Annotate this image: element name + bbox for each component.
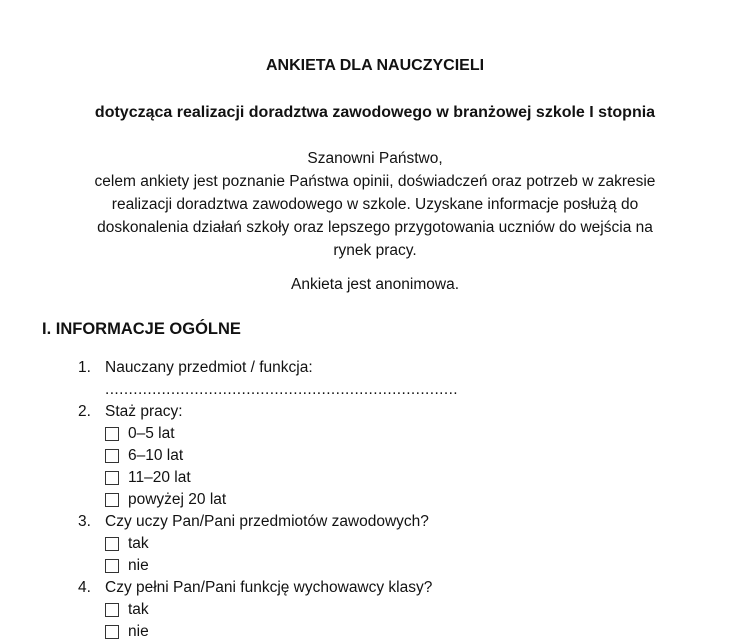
question-line (78, 401, 710, 423)
checkbox-option[interactable] (105, 489, 710, 511)
intro-paragraph (40, 147, 710, 262)
checkbox-option[interactable] (105, 555, 710, 577)
intro-line: celem ankiety jest poznanie Państwa opinii, doświadczeń oraz potrzeb w zakresie (94, 173, 656, 190)
question-line (78, 511, 710, 533)
question-line (78, 577, 710, 599)
question-item (78, 401, 710, 511)
question-text: Czy uczy Pan/Pani przedmiotów zawodowych? (105, 513, 429, 530)
checkbox-option[interactable] (105, 599, 710, 621)
section-heading: I. INFORMACJE OGÓLNE (42, 320, 241, 338)
checkbox-icon[interactable] (105, 471, 119, 485)
question-text: Czy pełni Pan/Pani funkcję wychowawcy klasy? (105, 579, 433, 596)
document-subtitle: dotycząca realizacji doradztwa zawodowego w branżowej szkole I stopnia (94, 104, 656, 121)
checkbox-icon[interactable] (105, 449, 119, 463)
intro-line: Szanowni Państwo, (307, 150, 443, 167)
question-line (78, 357, 710, 379)
intro-line: doskonalenia działań szkoły oraz lepszego przygotowania uczniów do wejścia na (97, 219, 653, 236)
checkbox-icon[interactable] (105, 603, 119, 617)
option-label: tak (128, 601, 149, 618)
question-number: 3. (78, 513, 91, 530)
question-number: 1. (78, 359, 91, 376)
question-list (78, 357, 710, 643)
question-number: 2. (78, 403, 91, 420)
checkbox-option[interactable] (105, 533, 710, 555)
checkbox-icon[interactable] (105, 427, 119, 441)
checkbox-option[interactable] (105, 467, 710, 489)
checkbox-icon[interactable] (105, 537, 119, 551)
option-label: nie (128, 557, 149, 574)
question-text: Staż pracy: (105, 403, 183, 420)
document-title: ANKIETA DLA NAUCZYCIELI (265, 57, 485, 74)
checkbox-icon[interactable] (105, 493, 119, 507)
option-label: 0–5 lat (128, 425, 175, 442)
question-item (78, 577, 710, 643)
checkbox-option[interactable] (105, 621, 710, 643)
checkbox-option[interactable] (105, 445, 710, 467)
answer-dotted-line[interactable]: ........................................................................... (105, 381, 458, 398)
question-item (78, 511, 710, 577)
checkbox-icon[interactable] (105, 559, 119, 573)
option-label: 11–20 lat (128, 469, 191, 486)
option-label: nie (128, 623, 149, 640)
question-text: Nauczany przedmiot / funkcja: (105, 359, 313, 376)
option-label: tak (128, 535, 149, 552)
anonymous-note: Ankieta jest anonimowa. (290, 276, 459, 293)
intro-line: realizacji doradztwa zawodowego w szkole. Uzyskane informacje posłużą do (111, 196, 639, 213)
intro-line: rynek pracy. (333, 242, 417, 259)
option-label: powyżej 20 lat (128, 491, 227, 508)
question-number: 4. (78, 579, 91, 596)
option-label: 6–10 lat (128, 447, 184, 464)
checkbox-icon[interactable] (105, 625, 119, 639)
checkbox-option[interactable] (105, 423, 710, 445)
question-item (78, 357, 710, 401)
